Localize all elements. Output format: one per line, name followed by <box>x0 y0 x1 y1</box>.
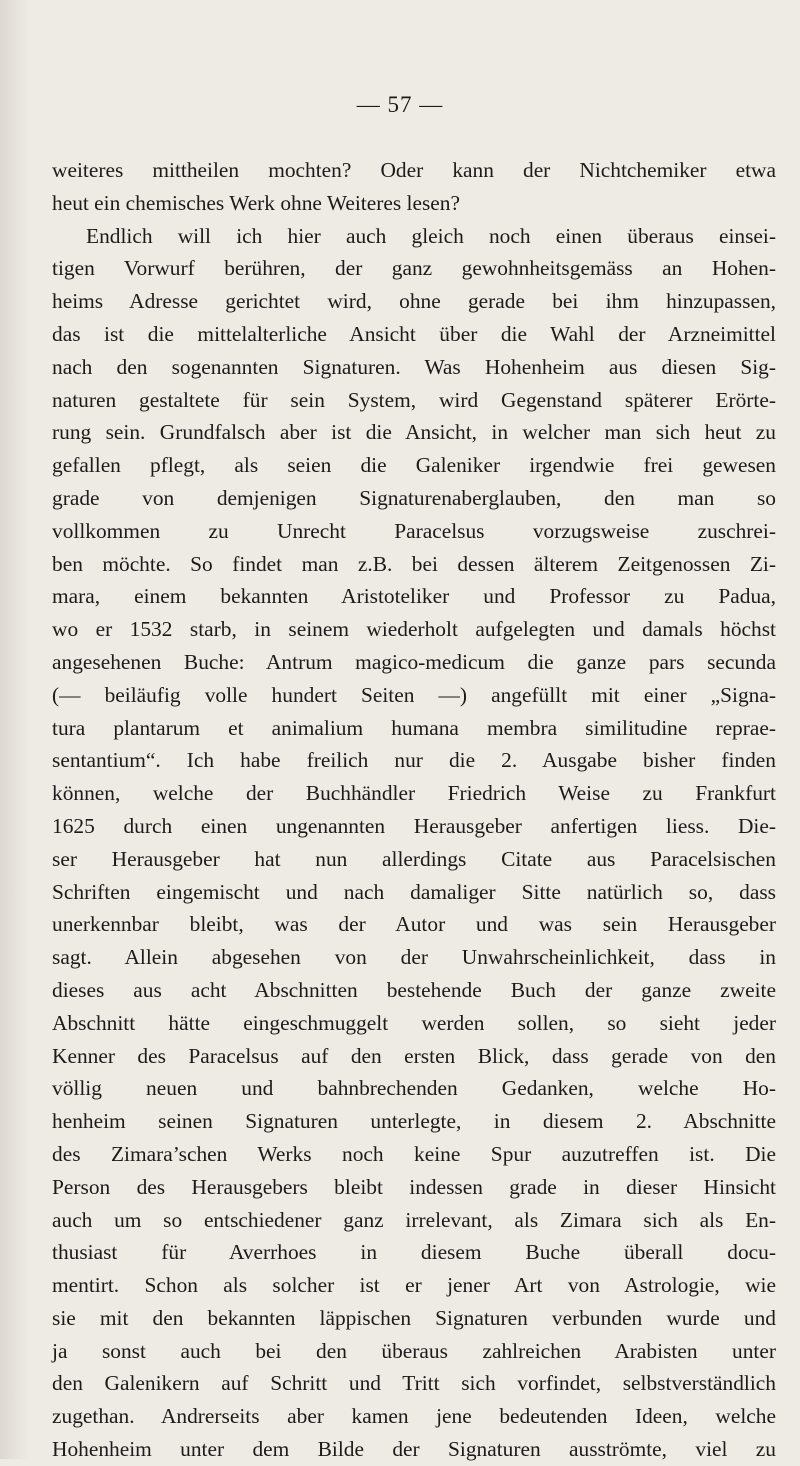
text-line: zugethan. Andrerseits aber kamen jene bedeutenden Ideen, welche <box>52 1404 776 1429</box>
text-line: henheim seinen Signaturen unterlegte, in diesem 2. Abschnitte <box>52 1109 776 1134</box>
text-line: tura plantarum et animalium humana membra similitudine reprae- <box>52 715 776 740</box>
text-line: den Galenikern auf Schritt und Tritt sich vorfindet, selbstverständlich <box>52 1371 776 1396</box>
text-line: 1625 durch einen ungenannten Herausgeber anfertigen liess. Die- <box>52 813 776 838</box>
text-line: heut ein chemisches Werk ohne Weiteres lesen? <box>52 190 460 215</box>
text-line: auch um so entschiedener ganz irrelevant, als Zimara sich als En- <box>52 1207 776 1232</box>
text-line: (— beiläufig volle hundert Seiten —) angefüllt mit einer „Signa- <box>52 682 776 707</box>
text-line: sie mit den bekannten läppischen Signaturen verbunden wurde und <box>52 1305 776 1330</box>
text-line: wo er 1532 starb, in seinem wiederholt aufgelegten und damals höchst <box>52 617 776 642</box>
text-line: mara, einem bekannten Aristoteliker und Professor zu Padua, <box>52 584 776 609</box>
text-line: grade von demjenigen Signaturenaberglauben, den man so <box>52 485 776 510</box>
text-line: naturen gestaltete für sein System, wird Gegenstand späterer Erörte- <box>52 387 776 412</box>
text-line: das ist die mittelalterliche Ansicht über die Wahl der Arzneimittel <box>52 321 776 346</box>
text-line: rung sein. Grundfalsch aber ist die Ansicht, in welcher man sich heut zu <box>52 420 776 445</box>
text-line: ben möchte. So findet man z.B. bei dessen älterem Zeitgenossen Zi- <box>52 551 776 576</box>
page-edge-shadow <box>0 0 28 1459</box>
text-line: Abschnitt hätte eingeschmuggelt werden sollen, so sieht jeder <box>52 1010 776 1035</box>
text-line: sentantium“. Ich habe freilich nur die 2. Ausgabe bisher finden <box>52 748 776 773</box>
text-line: Kenner des Paracelsus auf den ersten Blick, dass gerade von den <box>52 1043 776 1068</box>
text-line: unerkennbar bleibt, was der Autor und was sein Herausgeber <box>52 912 776 937</box>
text-line: Schriften eingemischt und nach damaliger Sitte natürlich so, dass <box>52 879 776 904</box>
text-line: nach den sogenannten Signaturen. Was Hohenheim aus diesen Sig- <box>52 354 776 379</box>
text-line: angesehenen Buche: Antrum magico-medicum die ganze pars secunda <box>52 649 776 674</box>
text-line: völlig neuen und bahnbrechenden Gedanken, welche Ho- <box>52 1076 776 1101</box>
page-number: — 57 — <box>356 92 444 117</box>
text-line: weiteres mittheilen mochten? Oder kann der Nichtchemiker etwa <box>52 158 776 182</box>
text-line: ser Herausgeber hat nun allerdings Citate aus Paracelsischen <box>52 846 776 871</box>
text-line: Person des Herausgebers bleibt indessen grade in dieser Hinsicht <box>52 1174 776 1199</box>
text-line: gefallen pflegt, als seien die Galeniker irgendwie frei gewesen <box>52 453 776 478</box>
text-line: vollkommen zu Unrecht Paracelsus vorzugsweise zuschrei- <box>52 518 776 543</box>
text-line: tigen Vorwurf berühren, der ganz gewohnheitsgemäss an Hohen- <box>52 256 776 281</box>
text-line: dieses aus acht Abschnitten bestehende Buch der ganze zweite <box>52 977 776 1002</box>
text-line: sagt. Allein abgesehen von der Unwahrscheinlichkeit, dass in <box>52 945 776 970</box>
text-line: des Zimara’schen Werks noch keine Spur auzutreffen ist. Die <box>52 1141 776 1166</box>
text-line: mentirt. Schon als solcher ist er jener Art von Astrologie, wie <box>52 1273 776 1298</box>
text-line: ja sonst auch bei den überaus zahlreichen Arabisten unter <box>52 1338 776 1363</box>
text-line: Endlich will ich hier auch gleich noch einen überaus einsei- <box>86 223 776 248</box>
text-line: heims Adresse gerichtet wird, ohne gerade bei ihm hinzupassen, <box>52 289 776 314</box>
body-text <box>52 154 776 1466</box>
text-line: können, welche der Buchhändler Friedrich Weise zu Frankfurt <box>52 781 776 806</box>
text-line: thusiast für Averrhoes in diesem Buche überall docu- <box>52 1240 776 1265</box>
text-line: Hohenheim unter dem Bilde der Signaturen ausströmte, viel zu <box>52 1437 776 1462</box>
